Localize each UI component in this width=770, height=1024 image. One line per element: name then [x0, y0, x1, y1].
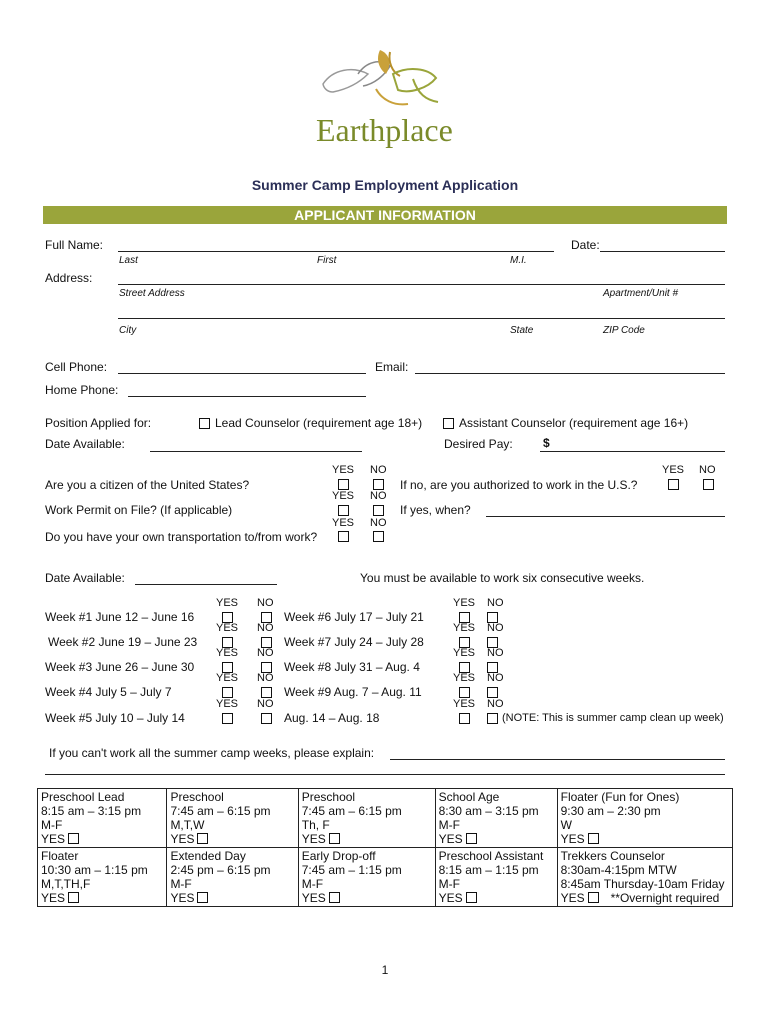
street-address-label: Street Address [119, 288, 185, 299]
authorized-yes-checkbox[interactable] [668, 479, 679, 490]
week-no-checkbox[interactable] [487, 713, 498, 724]
schedule-yes-option [561, 891, 729, 905]
week-yes-checkbox[interactable] [222, 687, 233, 698]
schedule-cell [298, 848, 435, 907]
week-yes-header: YES [216, 622, 239, 634]
position-name: Extended Day [170, 849, 246, 863]
no-header-3: NO [370, 517, 387, 529]
position-days: 8:45am Thursday-10am Friday [560, 877, 725, 891]
first-label: First [317, 255, 337, 266]
yes-label: YES [438, 891, 463, 905]
schedule-cell [38, 848, 167, 907]
schedule-yes-checkbox[interactable] [197, 892, 208, 903]
week-label: Week #9 Aug. 7 – Aug. 11 [284, 685, 422, 699]
week-no-header: NO [487, 672, 504, 684]
schedule-yes-checkbox[interactable] [329, 833, 340, 844]
week-yes-header: YES [453, 672, 476, 684]
week-yes-checkbox[interactable] [459, 713, 470, 724]
auth-no-header: NO [699, 464, 716, 476]
schedule-yes-option [302, 891, 432, 905]
week-no-header: NO [257, 622, 274, 634]
citizen-no-checkbox[interactable] [373, 479, 384, 490]
position-name: Preschool Lead [41, 790, 125, 804]
schedule-yes-checkbox[interactable] [197, 833, 208, 844]
yes-label: YES [170, 832, 195, 846]
week-no-header: NO [257, 672, 274, 684]
no-header-2: NO [370, 490, 387, 502]
if-yes-when-label: If yes, when? [400, 503, 471, 517]
position-days: M-F [41, 818, 63, 832]
position-name: Preschool Assistant [438, 849, 544, 863]
yes-label: YES [560, 891, 585, 905]
week-no-header: NO [487, 622, 504, 634]
schedule-yes-option [170, 891, 294, 905]
schedule-yes-option [170, 832, 294, 846]
position-hours: 2:45 pm – 6:15 pm [170, 863, 271, 877]
schedule-cell [557, 848, 732, 907]
cleanup-note: (NOTE: This is summer camp clean up week) [502, 712, 724, 724]
address-label: Address: [45, 271, 93, 285]
schedule-cell [38, 789, 167, 848]
position-name: Preschool [301, 790, 356, 804]
transport-question: Do you have your own transportation to/from work? [45, 530, 318, 544]
week-no-header: NO [257, 597, 274, 609]
citizen-yes-checkbox[interactable] [338, 479, 349, 490]
section-header-applicant-info [43, 206, 727, 224]
position-days: M,T,W [170, 818, 205, 832]
position-days: W [560, 818, 572, 832]
yes-label: YES [560, 832, 585, 846]
page-number: 1 [381, 963, 389, 977]
citizen-question: Are you a citizen of the United States? [45, 478, 250, 492]
explain-label: If you can't work all the summer camp weeks, please explain: [49, 746, 375, 760]
no-header: NO [370, 464, 387, 476]
weeks-date-available-field[interactable] [135, 584, 277, 585]
street-address-field[interactable] [118, 284, 725, 285]
dollar-sign: $ [543, 436, 550, 450]
yes-header-3: YES [332, 517, 355, 529]
schedule-yes-checkbox[interactable] [68, 892, 79, 903]
position-days: M-F [438, 877, 460, 891]
position-days: M-F [438, 818, 460, 832]
schedule-yes-option [41, 891, 163, 905]
desired-pay-field[interactable] [540, 451, 725, 452]
schedule-yes-checkbox[interactable] [588, 892, 599, 903]
week-label: Week #5 July 10 – July 14 [45, 711, 185, 725]
schedule-cell [557, 789, 732, 848]
yes-label: YES [438, 832, 463, 846]
position-hours: 8:15 am – 1:15 pm [438, 863, 539, 877]
week-yes-header: YES [216, 672, 239, 684]
week-no-checkbox[interactable] [487, 687, 498, 698]
schedule-yes-checkbox[interactable] [588, 833, 599, 844]
schedule-yes-checkbox[interactable] [466, 892, 477, 903]
six-weeks-notice: You must be available to work six consecutive weeks. [360, 571, 645, 585]
overnight-note: **Overnight required [610, 891, 720, 905]
yes-label: YES [301, 832, 326, 846]
week-no-checkbox[interactable] [261, 713, 272, 724]
assistant-counselor-checkbox[interactable] [443, 418, 454, 429]
week-yes-checkbox[interactable] [459, 687, 470, 698]
yes-header: YES [332, 464, 355, 476]
logo-text: Earthplace [316, 112, 453, 148]
position-days: M,T,TH,F [41, 877, 91, 891]
week-yes-header: YES [453, 597, 476, 609]
form-title: Summer Camp Employment Application [251, 177, 519, 193]
section-title: APPLICANT INFORMATION [294, 207, 476, 223]
week-label: Week #1 June 12 – June 16 [45, 610, 195, 624]
lead-counselor-checkbox[interactable] [199, 418, 210, 429]
date-field[interactable] [600, 251, 725, 252]
authorized-question: If no, are you authorized to work in the U.S.? [400, 478, 638, 492]
schedule-table [37, 788, 733, 907]
position-hours: 10:30 am – 1:15 pm [41, 863, 148, 877]
position-hours: 7:45 am – 6:15 pm [301, 804, 402, 818]
cell-phone-label: Cell Phone: [45, 360, 108, 374]
week-yes-header: YES [453, 698, 476, 710]
week-yes-header: YES [216, 698, 239, 710]
schedule-yes-option [302, 832, 432, 846]
zip-label: ZIP Code [603, 325, 645, 336]
apartment-label: Apartment/Unit # [603, 288, 679, 299]
week-yes-header: YES [453, 622, 476, 634]
schedule-yes-option [41, 832, 163, 846]
week-no-header: NO [487, 647, 504, 659]
week-yes-checkbox[interactable] [222, 713, 233, 724]
schedule-cell [298, 789, 435, 848]
schedule-yes-option [561, 832, 729, 846]
yes-label: YES [170, 891, 195, 905]
work-permit-yes-checkbox[interactable] [338, 505, 349, 516]
transport-no-checkbox[interactable] [373, 531, 384, 542]
schedule-cell [435, 789, 557, 848]
week-label: Week #6 July 17 – July 21 [284, 610, 424, 624]
home-phone-field[interactable] [128, 396, 366, 397]
position-days: M-F [301, 877, 324, 891]
full-name-label: Full Name: [45, 238, 104, 252]
authorized-no-checkbox[interactable] [703, 479, 714, 490]
week-yes-header: YES [453, 647, 476, 659]
logo-animals-icon [318, 44, 448, 114]
auth-yes-header: YES [662, 464, 685, 476]
week-yes-header: YES [216, 597, 239, 609]
schedule-cell [435, 848, 557, 907]
position-days: Th, F [301, 818, 330, 832]
city-label: City [119, 325, 137, 336]
position-name: Early Drop-off [301, 849, 376, 863]
home-phone-label: Home Phone: [45, 383, 119, 397]
if-yes-when-field[interactable] [486, 516, 725, 517]
desired-pay-label: Desired Pay: [444, 437, 513, 451]
cell-phone-field[interactable] [118, 373, 366, 374]
yes-label: YES [41, 832, 66, 846]
schedule-yes-option [439, 832, 554, 846]
position-days: M-F [170, 877, 192, 891]
work-permit-no-checkbox[interactable] [373, 505, 384, 516]
work-permit-question: Work Permit on File? (If applicable) [45, 503, 233, 517]
date-label: Date: [571, 238, 600, 252]
transport-yes-checkbox[interactable] [338, 531, 349, 542]
schedule-row [38, 789, 733, 848]
schedule-yes-option [439, 891, 554, 905]
schedule-yes-checkbox[interactable] [466, 833, 477, 844]
state-label: State [510, 325, 534, 336]
position-hours: 8:15 am – 3:15 pm [41, 804, 142, 818]
position-hours: 8:30am-4:15pm MTW [560, 863, 677, 877]
week-label: Week #2 June 19 – June 23 [48, 635, 198, 649]
schedule-yes-checkbox[interactable] [68, 833, 79, 844]
week-no-header: NO [487, 698, 504, 710]
full-name-field[interactable] [118, 251, 554, 252]
last-label: Last [119, 255, 138, 266]
email-field[interactable] [415, 373, 725, 374]
assistant-counselor-label: Assistant Counselor (requirement age 16+) [459, 416, 689, 430]
week-label: Week #4 July 5 – July 7 [45, 685, 172, 699]
date-available-field[interactable] [150, 451, 362, 452]
week-yes-header: YES [216, 647, 239, 659]
date-available-label: Date Available: [45, 437, 125, 451]
week-label: Aug. 14 – Aug. 18 [284, 711, 380, 725]
position-name: Trekkers Counselor [560, 849, 665, 863]
position-name: School Age [438, 790, 500, 804]
week-no-header: NO [487, 597, 504, 609]
week-label: Week #8 July 31 – Aug. 4 [284, 660, 420, 674]
yes-label: YES [301, 891, 326, 905]
mi-label: M.I. [510, 255, 527, 266]
schedule-yes-checkbox[interactable] [329, 892, 340, 903]
weeks-date-available-label: Date Available: [45, 571, 125, 585]
position-hours: 9:30 am – 2:30 pm [560, 804, 661, 818]
city-state-zip-field[interactable] [118, 318, 725, 319]
position-hours: 7:45 am – 1:15 pm [301, 863, 402, 877]
week-no-header: NO [257, 698, 274, 710]
position-label: Position Applied for: [45, 416, 152, 430]
position-name: Preschool [170, 790, 224, 804]
schedule-row [38, 848, 733, 907]
explain-field[interactable] [390, 759, 725, 760]
position-hours: 8:30 am – 3:15 pm [438, 804, 539, 818]
yes-label: YES [41, 891, 66, 905]
position-name: Floater [41, 849, 79, 863]
week-no-checkbox[interactable] [261, 687, 272, 698]
schedule-cell [167, 848, 298, 907]
position-name: Floater (Fun for Ones) [560, 790, 680, 804]
email-label: Email: [375, 360, 409, 374]
lead-counselor-label: Lead Counselor (requirement age 18+) [215, 416, 423, 430]
week-no-header: NO [257, 647, 274, 659]
explain-field-line-2[interactable] [45, 774, 725, 775]
week-label: Week #7 July 24 – July 28 [284, 635, 424, 649]
yes-header-2: YES [332, 490, 355, 502]
schedule-cell [167, 789, 298, 848]
week-label: Week #3 June 26 – June 30 [45, 660, 195, 674]
position-hours: 7:45 am – 6:15 pm [170, 804, 271, 818]
